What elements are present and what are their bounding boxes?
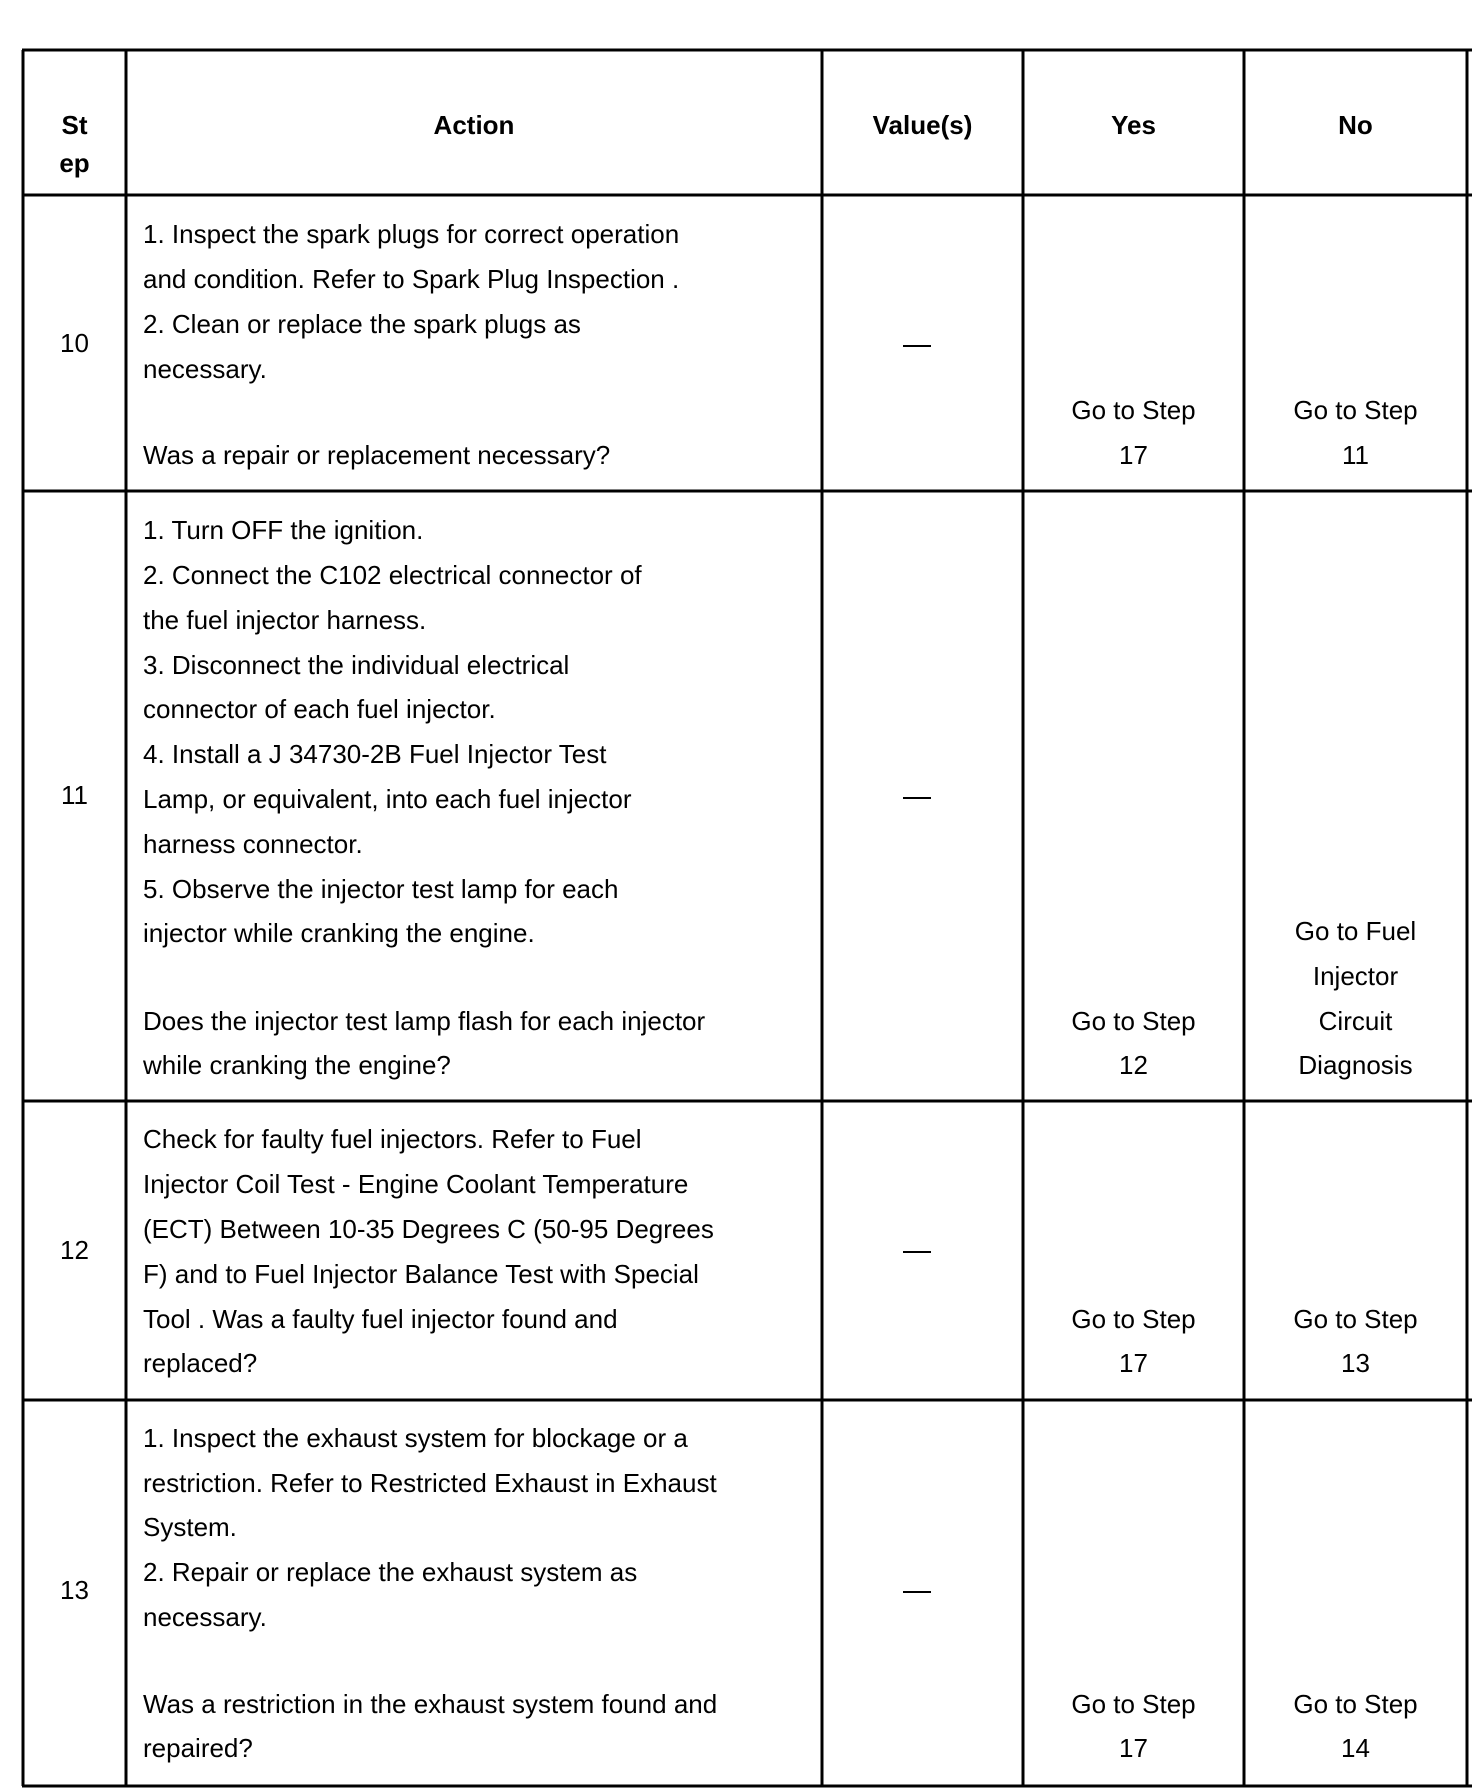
no-link[interactable]: Go to Fuel [1294,916,1417,946]
header-step-line-2: ep [59,148,90,178]
yes-step: 17 [1119,440,1148,470]
action-line: 2. Repair or replace the exhaust system as [143,1557,638,1587]
yes-step: 12 [1119,1050,1148,1080]
action-line: Injector Coil Test - Engine Coolant Temperature [143,1169,689,1199]
header-no: No [1338,110,1373,140]
action-line: 1. Inspect the exhaust system for blockage or a [143,1423,688,1453]
action-question: while cranking the engine? [143,1050,451,1080]
yes-step: 17 [1119,1733,1148,1763]
action-line: Tool . Was a faulty fuel injector found and [143,1304,618,1334]
value-dash [903,345,931,347]
no-link[interactable]: Go to Step [1293,395,1418,425]
value-dash [903,1591,931,1593]
action-line: connector of each fuel injector. [143,694,496,724]
action-line: System. [143,1512,237,1542]
no-step: 14 [1341,1733,1370,1763]
action-line: 1. Inspect the spark plugs for correct operation [143,219,680,249]
action-line: (ECT) Between 10-35 Degrees C (50-95 Degrees [143,1214,714,1244]
value-dash [903,1251,931,1253]
action-question: Does the injector test lamp flash for each injector [143,1006,706,1036]
action-question: Was a repair or replacement necessary? [143,440,611,470]
action-line: and condition. Refer to Spark Plug Inspection . [143,264,680,294]
action-line: 5. Observe the injector test lamp for each [143,874,619,904]
no-link-line: Circuit [1318,1006,1393,1036]
action-line: F) and to Fuel Injector Balance Test with Special [143,1259,699,1289]
action-line: the fuel injector harness. [143,605,427,635]
action-line: necessary. [143,1602,267,1632]
header-step-line-1: St [61,110,88,140]
action-line: restriction. Refer to Restricted Exhaust in Exhaust [143,1468,717,1498]
action-line: Check for faulty fuel injectors. Refer to Fuel [143,1124,642,1154]
action-line: replaced? [143,1348,258,1378]
action-line: 4. Install a J 34730-2B Fuel Injector Test [143,739,607,769]
action-line: harness connector. [143,829,363,859]
value-dash [903,797,931,799]
yes-link[interactable]: Go to Step [1071,1689,1196,1719]
step-number: 12 [60,1235,89,1265]
no-link[interactable]: Go to Step [1293,1304,1418,1334]
action-line: 3. Disconnect the individual electrical [143,650,570,680]
action-question: repaired? [143,1733,253,1763]
action-line: 2. Clean or replace the spark plugs as [143,309,581,339]
action-line: 2. Connect the C102 electrical connector of [143,560,642,590]
action-line: necessary. [143,354,267,384]
no-step: 11 [1342,440,1369,470]
step-number: 10 [60,328,89,358]
action-line: Lamp, or equivalent, into each fuel injector [143,784,632,814]
step-number: 13 [60,1575,89,1605]
yes-link[interactable]: Go to Step [1071,1006,1196,1036]
action-line: injector while cranking the engine. [143,918,535,948]
yes-link[interactable]: Go to Step [1071,395,1196,425]
no-step: 13 [1341,1348,1370,1378]
action-question: Was a restriction in the exhaust system found and [143,1689,718,1719]
yes-step: 17 [1119,1348,1148,1378]
action-line: 1. Turn OFF the ignition. [143,515,424,545]
header-yes: Yes [1111,110,1156,140]
no-link-line: Injector [1312,961,1399,991]
header-values: Value(s) [872,110,973,140]
header-action: Action [433,110,515,140]
no-link-line: Diagnosis [1298,1050,1413,1080]
no-link[interactable]: Go to Step [1293,1689,1418,1719]
yes-link[interactable]: Go to Step [1071,1304,1196,1334]
step-number: 11 [61,780,88,810]
